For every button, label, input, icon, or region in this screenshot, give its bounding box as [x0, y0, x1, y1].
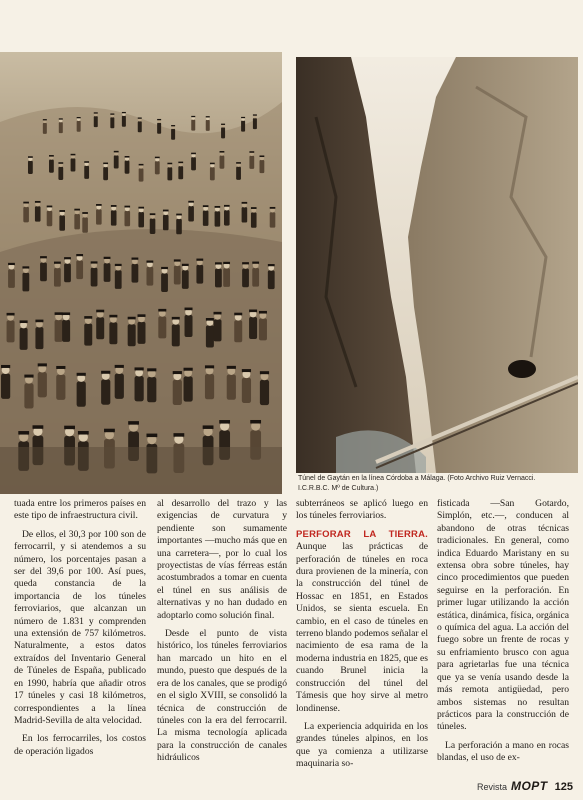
worker-figure [221, 127, 225, 138]
worker-figure [206, 326, 214, 348]
worker-figure [24, 383, 33, 408]
worker-hat [155, 157, 160, 159]
worker-figure [7, 320, 15, 342]
worker-figure [77, 121, 81, 132]
worker-figure [1, 374, 10, 399]
worker-hat [260, 371, 269, 374]
historical-photo-gorge-railway-icon [296, 57, 578, 473]
worker-hat [109, 315, 117, 318]
worker-hat [35, 201, 41, 203]
worker-hat [138, 314, 146, 317]
worker-hat [33, 425, 44, 429]
worker-figure [174, 266, 181, 285]
worker-hat [94, 112, 98, 113]
worker-figure [84, 166, 89, 179]
worker-figure [132, 264, 139, 283]
worker-hat [18, 431, 29, 435]
worker-hat [224, 205, 230, 207]
worker-hat [206, 318, 214, 321]
worker-hat [64, 426, 75, 430]
worker-figure [227, 374, 236, 399]
worker-figure [101, 379, 110, 404]
page-number: 125 [554, 781, 573, 793]
worker-hat [249, 310, 257, 313]
worker-hat [20, 320, 28, 323]
worker-figure [54, 268, 61, 287]
worker-figure [128, 324, 136, 346]
worker-figure [138, 212, 144, 227]
worker-figure [241, 121, 245, 132]
worker-hat [38, 363, 47, 366]
worker-figure [110, 117, 114, 128]
worker-hat [8, 263, 15, 265]
worker-hat [150, 213, 156, 215]
worker-hat [96, 204, 102, 206]
worker-hat [227, 366, 236, 369]
worker-hat [104, 257, 111, 259]
text-column-2 [157, 498, 287, 771]
historical-photo-workers [0, 52, 282, 494]
worker-figure [242, 269, 249, 288]
worker-figure [47, 211, 53, 226]
worker-hat [210, 163, 215, 165]
worker-hat [203, 205, 209, 207]
worker-figure [55, 320, 63, 342]
worker-hat [223, 262, 230, 264]
worker-figure [252, 268, 259, 287]
worker-figure [28, 161, 33, 174]
worker-figure [59, 122, 63, 133]
worker-hat [161, 267, 168, 269]
worker-figure [242, 378, 251, 403]
worker-hat [132, 258, 139, 260]
paragraph: Desde el punto de vista histórico, los túneles ferroviarios han marcado un hito en el mundo, puesto que después de la era de los canales, que se prodigó en el siglo XVIII, se consolidó la técnica de construcción de túneles con la era del ferrocarril. La misma tecnología aplicada para la construcción de canales hidráulicos [157, 628, 287, 764]
worker-figure [215, 269, 222, 288]
worker-hat [124, 206, 130, 208]
historical-photo-workers-crowd-icon [0, 52, 282, 494]
worker-hat [64, 257, 71, 259]
paragraph: En los ferrocarriles, los costos de operación ligados [14, 733, 146, 757]
worker-hat [110, 113, 114, 114]
worker-figure [103, 167, 108, 180]
worker-hat [43, 119, 47, 120]
worker-hat [252, 262, 259, 264]
worker-figure [206, 120, 210, 131]
worker-figure [215, 211, 221, 226]
worker-figure [109, 322, 117, 344]
worker-hat [49, 155, 54, 157]
text-column-1 [14, 498, 146, 764]
paragraph: al desarrollo del trazo y las exigencias de curvatura y pendiente son sumamente importantes —mucho más que en una carretera—, por lo cual los proyectistas de vías férreas están acostumbrados a tomar en cuenta el túnel en sus análisis de alternativas y no han dudado en adoptarlo como solución final. [157, 498, 287, 621]
worker-hat [84, 316, 92, 319]
worker-figure [205, 374, 214, 399]
worker-hat [62, 312, 70, 315]
worker-hat [23, 202, 29, 204]
worker-hat [174, 259, 181, 261]
paragraph-text: Aunque las prácticas de perforación de túneles en roca dura provienen de la minería, con la construcción del túnel de Hossac en 1851, en Estados Unidos, se sienta escuela. En cambio, en el caso de túneles en terreno blando podemos señalar el nacimiento de esa rama de la moderna industria en 1825, que es cuando Brunel inicia la construcción del túnel del Támesis que hoy sirve al metro londinense. [296, 541, 428, 714]
worker-figure [104, 263, 111, 282]
historical-photo-gorge [296, 57, 578, 473]
worker-hat [54, 262, 61, 264]
worker-figure [22, 273, 29, 292]
worker-hat [215, 206, 221, 208]
worker-hat [84, 161, 89, 163]
worker-hat [236, 162, 241, 164]
worker-figure [176, 219, 182, 234]
worker-figure [82, 217, 88, 232]
worker-figure [157, 123, 161, 134]
worker-hat [77, 117, 81, 118]
worker-hat [146, 261, 153, 263]
worker-hat [185, 308, 193, 311]
worker-hat [241, 117, 245, 118]
paragraph: tuada entre los primeros países en este tipo de infraestructura civil. [14, 498, 146, 522]
worker-figure [191, 120, 195, 131]
worker-figure [115, 270, 122, 289]
worker-hat [128, 421, 139, 425]
worker-figure [184, 376, 193, 401]
worker-figure [224, 210, 230, 225]
worker-figure [96, 317, 104, 339]
worker-hat [173, 371, 182, 374]
paragraph: La perforación a mano en rocas blandas, el uso de ex- [437, 739, 569, 764]
worker-hat [270, 207, 276, 209]
worker-hat [188, 201, 194, 203]
worker-hat [28, 156, 33, 158]
worker-figure [91, 268, 98, 287]
worker-hat [59, 210, 65, 212]
worker-figure [56, 375, 65, 400]
worker-hat [242, 369, 251, 372]
worker-figure [236, 167, 241, 180]
worker-hat [268, 264, 275, 266]
worker-figure [111, 210, 117, 225]
worker-figure [43, 123, 47, 134]
worker-hat [58, 162, 63, 164]
worker-hat [78, 431, 89, 435]
worker-figure [122, 116, 126, 127]
paragraph: De ellos, el 30,3 por 100 son de ferrocarril, y si atendemos a su número, los porcentajes pasan a ser del 39,6 por 100. Así pues, queda constancia de la importancia de los túneles ferroviarios, que alcanzan un número de 1.831 y comprenden una extensión de 757 kilómetros. Naturalmente, a estos datos extraídos del Inventario General de Túneles de España, publicado en 1990, habría que añadir otros 17 túneles y casi 18 kilómetros, correspondientes a la línea Madrid-Sevilla de alta velocidad. [14, 528, 146, 726]
worker-figure [251, 212, 257, 227]
worker-figure [171, 129, 175, 140]
paragraph [296, 529, 428, 715]
worker-hat [172, 317, 180, 320]
worker-figure [138, 121, 142, 132]
text-column-3 [296, 498, 428, 777]
worker-hat [96, 310, 104, 313]
worker-figure [268, 270, 275, 289]
worker-figure [158, 316, 166, 338]
magazine-label: Revista [476, 782, 507, 792]
worker-hat [191, 153, 196, 155]
worker-hat [147, 368, 156, 371]
worker-hat [103, 163, 108, 165]
worker-figure [214, 319, 222, 341]
worker-figure [253, 118, 257, 129]
worker-hat [167, 163, 172, 165]
worker-hat [56, 366, 65, 369]
worker-hat [221, 124, 225, 125]
worker-hat [59, 118, 63, 119]
worker-hat [184, 368, 193, 371]
worker-hat [139, 164, 144, 166]
worker-hat [182, 264, 189, 266]
worker-hat [242, 262, 249, 264]
worker-hat [242, 202, 248, 204]
worker-hat [146, 434, 157, 438]
worker-hat [253, 114, 257, 115]
worker-hat [251, 207, 257, 209]
worker-figure [185, 315, 193, 337]
worker-figure [270, 212, 276, 227]
worker-hat [40, 256, 47, 258]
worker-hat [71, 154, 76, 156]
worker-figure [23, 207, 29, 222]
worker-hat [157, 119, 161, 120]
worker-figure [115, 374, 124, 399]
worker-hat [77, 373, 86, 376]
worker-figure [260, 160, 265, 173]
worker-hat [249, 151, 254, 153]
worker-figure [260, 380, 269, 405]
worker-figure [94, 116, 98, 127]
worker-figure [178, 166, 183, 179]
worker-hat [101, 371, 110, 374]
worker-figure [196, 265, 203, 284]
worker-figure [124, 211, 130, 226]
worker-hat [138, 117, 142, 118]
worker-hat [128, 317, 136, 320]
worker-figure [155, 161, 160, 174]
worker-figure [74, 214, 80, 229]
worker-figure [114, 155, 119, 168]
worker-hat [24, 375, 33, 378]
worker-hat [7, 313, 15, 316]
worker-hat [22, 266, 29, 268]
worker-figure [182, 270, 189, 289]
worker-hat [173, 433, 184, 437]
worker-figure [71, 158, 76, 171]
worker-hat [215, 262, 222, 264]
text-column-4 [437, 498, 569, 771]
worker-figure [173, 380, 182, 405]
worker-hat [114, 151, 119, 153]
worker-figure [77, 381, 86, 406]
worker-figure [234, 320, 242, 342]
worker-figure [135, 376, 144, 401]
worker-figure [139, 168, 144, 181]
worker-figure [59, 215, 65, 230]
worker-hat [115, 365, 124, 368]
worker-figure [163, 215, 169, 230]
worker-figure [161, 273, 168, 292]
worker-hat [1, 365, 10, 368]
worker-figure [64, 264, 71, 283]
worker-hat [205, 365, 214, 368]
worker-figure [40, 262, 47, 281]
worker-hat [260, 155, 265, 157]
worker-figure [249, 156, 254, 169]
worker-hat [158, 309, 166, 312]
worker-hat [234, 313, 242, 316]
worker-hat [191, 116, 195, 117]
paragraph: fisticada —San Gotardo, Simplón, etc.—, conducen al abandono de otras técnicas tradicionales. En general, como indica Eduardo Maristany en su extensa obra sobre túneles, hay cinco procedimientos que pueden seguirse en la perforación. En primer lugar utilizando la acción estática, dinámica, física, orgánica o química del agua. La acción del fuego sobre un frente de rocas y su enfriamiento brusco con agua para agrietarlas fue una técnica que ya se venía usando desde la más remota antigüedad, pero ambos sistemas no resultan prácticos para la construcción de túneles. [437, 498, 569, 733]
worker-hat [74, 209, 80, 211]
worker-figure [150, 219, 156, 234]
worker-figure [76, 260, 83, 279]
paragraph: La experiencia adquirida en los grandes túneles alpinos, en los que ya comienza a utilizarse maquinaria so- [296, 720, 428, 770]
worker-figure [20, 328, 28, 350]
worker-figure [147, 377, 156, 402]
worker-figure [223, 268, 230, 287]
worker-hat [47, 206, 53, 208]
worker-hat [206, 116, 210, 117]
worker-figure [188, 206, 194, 221]
paragraph: subterráneos se aplicó luego en los túneles ferroviarios. [296, 498, 428, 522]
worker-hat [203, 425, 214, 429]
worker-hat [111, 205, 117, 207]
worker-figure [62, 320, 70, 342]
worker-figure [96, 209, 102, 224]
worker-hat [55, 312, 63, 315]
worker-hat [259, 311, 267, 314]
worker-figure [8, 269, 15, 288]
worker-hat [178, 162, 183, 164]
worker-figure [146, 267, 153, 286]
magazine-logo: MOPT [510, 779, 548, 793]
worker-hat [135, 367, 144, 370]
worker-figure [35, 206, 41, 221]
worker-hat [82, 212, 88, 214]
page-footer [477, 779, 573, 793]
worker-hat [122, 112, 126, 113]
worker-figure [203, 210, 209, 225]
worker-figure [210, 167, 215, 180]
worker-hat [125, 156, 130, 158]
worker-hat [35, 320, 43, 323]
worker-hat [91, 261, 98, 263]
worker-figure [242, 207, 248, 222]
section-heading: PERFORAR LA TIERRA. [296, 528, 428, 540]
worker-figure [38, 372, 47, 397]
worker-hat [214, 312, 222, 315]
worker-figure [249, 317, 257, 339]
worker-figure [191, 157, 196, 170]
worker-hat [250, 420, 261, 424]
worker-hat [115, 264, 122, 266]
worker-figure [84, 324, 92, 346]
worker-hat [138, 207, 144, 209]
worker-hat [76, 254, 83, 256]
photo-caption: Túnel de Gaytán en la línea Córdoba a Málaga. (Foto Archivo Ruiz Vernacci. I.C.R.B.C. Mº de Cultura.) [298, 475, 536, 492]
worker-hat [220, 151, 225, 153]
worker-figure [167, 167, 172, 180]
worker-hat [196, 259, 203, 261]
worker-hat [171, 125, 175, 126]
worker-figure [220, 156, 225, 169]
worker-hat [219, 420, 230, 424]
worker-figure [259, 318, 267, 340]
worker-hat [104, 429, 115, 433]
worker-figure [58, 167, 63, 180]
worker-figure [49, 160, 54, 173]
worker-figure [125, 161, 130, 174]
worker-figure [138, 322, 146, 344]
worker-figure [35, 327, 43, 349]
worker-figure [172, 324, 180, 346]
worker-hat [176, 214, 182, 216]
worker-hat [163, 210, 169, 212]
